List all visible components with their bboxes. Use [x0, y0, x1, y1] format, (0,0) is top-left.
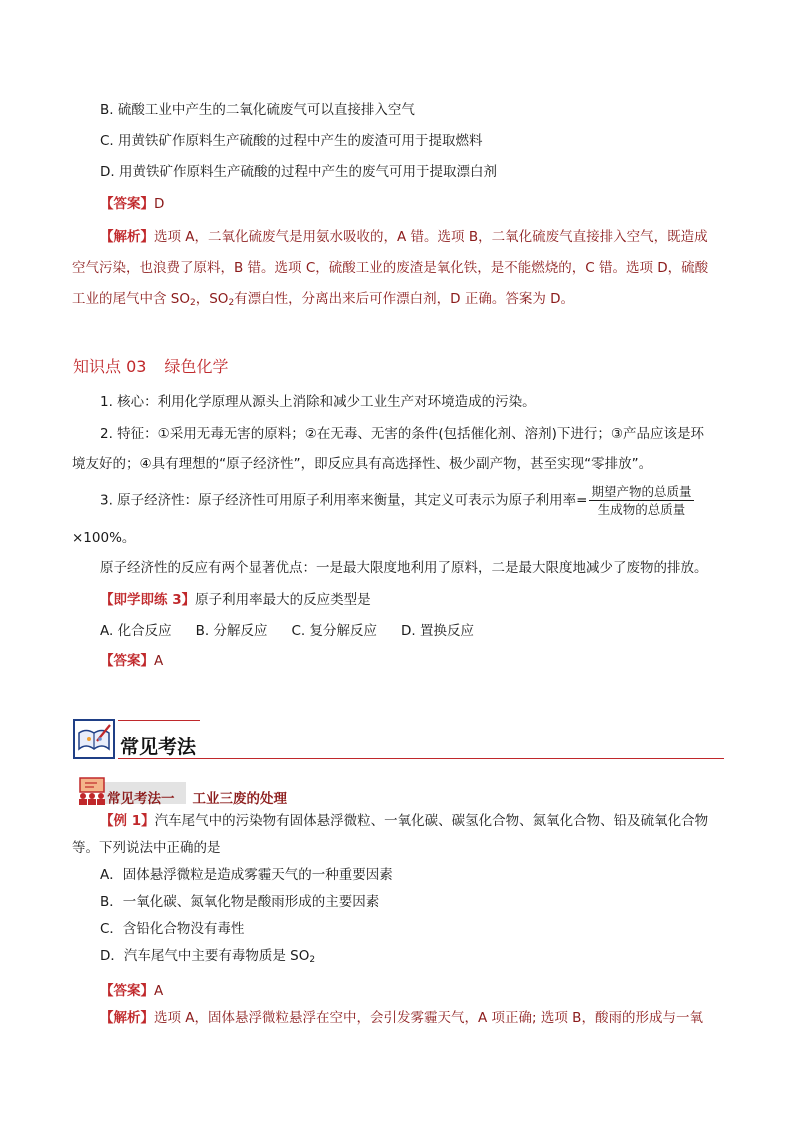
example-option-c: C．含铅化合物没有毒性	[100, 921, 245, 937]
example-answer-value: A	[154, 983, 164, 999]
section-label: 知识点 03	[73, 357, 147, 376]
green-item-2-line-2: 境友好的；④具有理想的“原子经济性”，即反应具有高选择性、极少副产物，甚至实现“零排放”。	[72, 456, 653, 472]
answer-line	[100, 194, 164, 214]
teacher-board-icon	[77, 777, 107, 805]
analysis-text-3c: 有漂白性，分离出来后可作漂白剂，D 正确。答案为 D。	[234, 291, 575, 307]
practice-options	[100, 621, 474, 641]
practice-answer-value: A	[154, 653, 164, 669]
practice-answer-tag: 【答案】	[100, 653, 154, 669]
example-analysis	[100, 1008, 703, 1028]
advantages-text: 原子经济性的反应有两个显著优点：一是最大限度地利用了原料，二是最大限度地减少了废物的排放。	[100, 560, 708, 576]
percent-line: ×100%。	[72, 530, 136, 546]
banner-top-rule	[118, 720, 200, 721]
analysis-line-2: 空气污染，也浪费了原料，B 错。选项 C，硫酸工业的废渣是氧化铁，是不能燃烧的，C 错。选项 D，硫酸	[72, 260, 709, 276]
fraction-numerator: 期望产物的总质量	[591, 484, 692, 499]
practice-option-a: A. 化合反应	[100, 623, 172, 639]
example-answer	[100, 981, 163, 1001]
example-option-d	[100, 946, 315, 970]
banner-rule	[118, 758, 724, 759]
section-heading	[73, 354, 228, 377]
practice-tag: 【即学即练 3】	[100, 592, 196, 608]
subscript: 2	[228, 298, 235, 308]
practice-option-d: D. 置换反应	[400, 623, 474, 639]
book-pen-icon	[73, 719, 115, 759]
analysis-text-3a: 工业的尾气中含 SO	[72, 291, 190, 307]
green-item-2-line-1: 2. 特征：①采用无毒无害的原料；②在无毒、无害的条件(包括催化剂、溶剂)下进行；③产品应该是环	[100, 426, 705, 442]
practice-question-text: 原子利用率最大的反应类型是	[195, 592, 371, 608]
option-d: D. 用黄铁矿作原料生产硫酸的过程中产生的废气可用于提取漂白剂	[100, 164, 497, 180]
example-answer-tag: 【答案】	[100, 983, 154, 999]
subscript: 2	[190, 298, 196, 308]
analysis-text-3b: ，SO	[195, 291, 229, 307]
example-option-d-text: D．汽车尾气中主要有毒物质是 SO	[100, 948, 310, 964]
analysis-text-1: 选项 A，二氧化硫废气是用氨水吸收的，A 错。选项 B，二氧化硫废气直接排入空气，既造成	[154, 229, 708, 245]
example-line-1	[100, 811, 708, 831]
example-option-a: A．固体悬浮微粒是造成雾霾天气的一种重要因素	[100, 867, 393, 883]
utilization-fraction	[589, 484, 693, 517]
example-text-1: 汽车尾气中的污染物有固体悬浮微粒、一氧化碳、碳氢化合物、氮氧化合物、铅及硫氧化合物	[154, 813, 709, 829]
practice-answer	[100, 651, 163, 671]
example-analysis-text: 选项 A，固体悬浮微粒悬浮在空中，会引发雾霾天气，A 项正确; 选项 B，酸雨的形成与一氧	[154, 1010, 703, 1026]
answer-value: D	[154, 196, 165, 212]
practice-option-c: C. 复分解反应	[291, 623, 377, 639]
section-title: 绿色化学	[164, 357, 229, 376]
analysis-line-3	[72, 289, 574, 313]
practice-option-b: B. 分解反应	[195, 623, 268, 639]
subscript: 2	[309, 955, 316, 965]
green-item-3	[100, 484, 694, 517]
option-c: C. 用黄铁矿作原料生产硫酸的过程中产生的废渣可用于提取燃料	[100, 133, 483, 149]
fraction-denominator: 生成物的总质量	[597, 502, 686, 517]
example-option-b: B．一氧化碳、氮氧化物是酸雨形成的主要因素	[100, 894, 380, 910]
option-b: B. 硫酸工业中产生的二氧化硫废气可以直接排入空气	[100, 102, 415, 118]
method-heading	[107, 787, 287, 807]
practice-question	[100, 590, 371, 610]
banner-title: 常见考法	[120, 736, 197, 758]
analysis-tag: 【解析】	[100, 229, 154, 245]
example-analysis-tag: 【解析】	[100, 1010, 154, 1026]
example-tag: 【例 1】	[100, 813, 155, 829]
answer-tag: 【答案】	[100, 196, 154, 212]
green-item-1: 1. 核心：利用化学原理从源头上消除和减少工业生产对环境造成的污染。	[100, 394, 536, 410]
method-label: 常见考法一	[107, 791, 175, 807]
example-line-2: 等。下列说法中正确的是	[72, 840, 221, 856]
green-item-3-text: 3. 原子经济性：原子经济性可用原子利用率来衡量，其定义可表示为原子利用率=	[100, 492, 588, 509]
analysis-line-1	[100, 227, 708, 247]
method-title: 工业三废的处理	[192, 791, 287, 807]
